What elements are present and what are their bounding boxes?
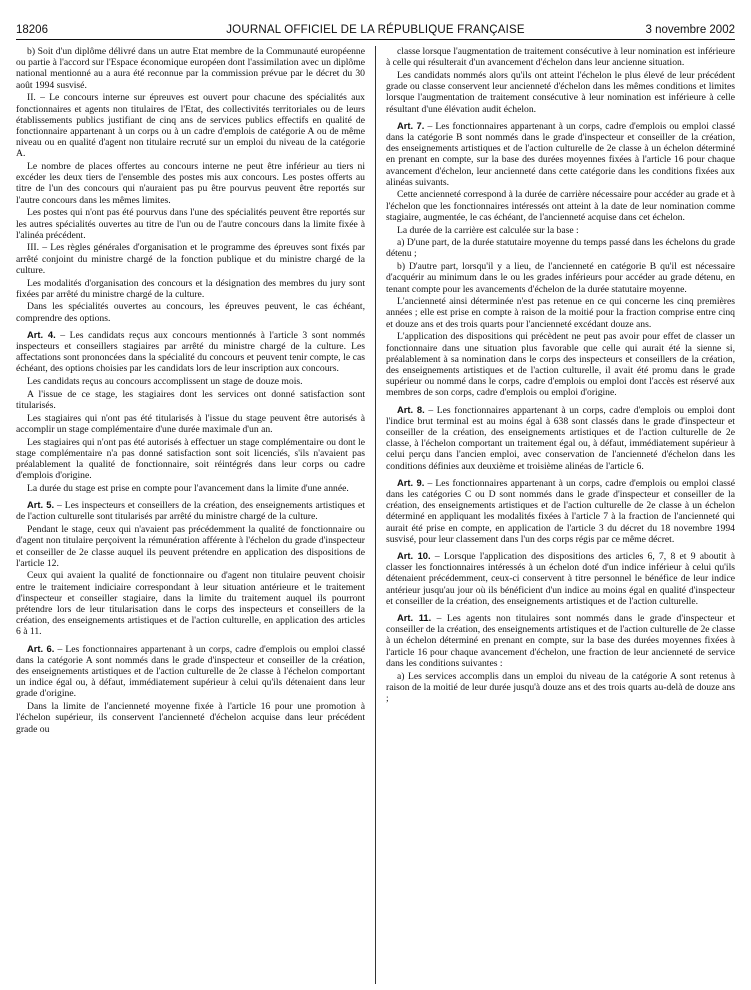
paragraph [16, 207, 365, 241]
paragraph-text: – Lorsque l'application des dispositions des articles 6, 7, 8 et 9 aboutit à classer les fonctionnaires intéressés à un échelon doté d'un indice inférieur à celui qu'ils détenaient précédemment, ceux-ci conservent à titre personnel le bénéfice de leur indice antérieur jusqu'au jour où ils bénéficient d'un indice au moins égal en qualité d'inspecteur et conseiller de la création, des enseignements artistiques et de l'action culturelle. [386, 551, 735, 607]
paragraph-text: – Les agents non titulaires sont nommés dans le grade d'inspecteur et conseiller de la création, des enseignements artistiques et de l'action culturelle de 2e classe à un échelon déterminé en prenant en compte, sur la base des durées moyennes fixées à l'article 16 pour chaque avancement d'échelon, une fraction de leur ancienneté de service dans les conditions suivantes : [386, 613, 735, 669]
paragraph [16, 161, 365, 206]
paragraph [16, 643, 365, 700]
paragraph-text: Les stagiaires qui n'ont pas été autorisés à effectuer un stage complémentaire ou dont le stage complémentaire n'a pas donné satisfaction sont soit licenciés, s'ils n'avaient pas préalablement la qualité de fonctionnaire, soit réintégrés dans leur corps ou cadre d'emplois d'origine. [16, 436, 365, 482]
left-column [16, 46, 365, 984]
paragraph [16, 46, 365, 91]
page-number: 18206 [16, 24, 48, 36]
paragraph-text: La durée du stage est prise en compte pour l'avancement dans la limite d'une année. [27, 483, 349, 495]
paragraph [386, 46, 735, 68]
paragraph [386, 120, 735, 188]
paragraph-text: – Les fonctionnaires appartenant à un corps, cadre d'emplois ou emploi classé dans la catégorie A sont nommés dans le grade d'inspecteur et conseiller de la création, des enseignements artistiques et de l'action culturelle de 2e classe à l'échelon comportant un indice égal ou, à défaut, immédiatement supérieur à celui qu'ils détenaient dans leur grade d'origine. [16, 643, 365, 700]
article-number: Art. 10. [397, 550, 431, 562]
paragraph [386, 296, 735, 330]
right-column [386, 46, 735, 984]
paragraph-text: a) D'une part, de la durée statutaire moyenne du temps passé dans les échelons du grade détenu ; [386, 237, 735, 260]
journal-title: JOURNAL OFFICIEL DE LA RÉPUBLIQUE FRANÇAISE [226, 24, 525, 36]
paragraph-text: Les candidats nommés alors qu'ils ont atteint l'échelon le plus élevé de leur précédent grade ou classe conservent leur ancienneté d'échelon dans les mêmes conditions et limites lorsque l'augmentation de traitement consécutive à leur nomination est inférieure à celle résultant d'une élévation audit échelon. [386, 69, 735, 115]
paragraph [386, 404, 735, 472]
paragraph [16, 389, 365, 411]
paragraph [16, 701, 365, 735]
paragraph [386, 477, 735, 545]
paragraph-text: Ceux qui avaient la qualité de fonctionnaire ou d'agent non titulaire peuvent choisir entre le traitement indiciaire correspondant à leur situation antérieure et le traitement d'inspecteur et conseiller stagiaire, dans la limite du traitement auquel ils pourront prétendre lors de leur titularisation dans le corps des inspecteurs et conseillers de la création, des enseignements artistiques et de l'action culturelle, en application des articles 6 à 11. [16, 570, 365, 638]
paragraph [386, 550, 735, 607]
paragraph-text: Les postes qui n'ont pas été pourvus dans l'une des spécialités peuvent être reportés sur les autres spécialités ouvertes au titre de l'un ou de l'autre concours dans la limite fixée à l'alinéa précédent. [16, 207, 365, 241]
paragraph-text: – Les fonctionnaires appartenant à un corps, cadre d'emplois ou emploi classé dans les catégories C ou D sont nommés dans le grade d'inspecteur et conseiller de la création, des enseignements artistiques et de l'action culturelle de 2e classe à un échelon déterminé en appliquant les modalités fixées à l'article 7 à la fraction de l'ancienneté qui aurait été prise en compte, en application de l'article 3 du décret du 18 novembre 1994 susvisé, pour leur classement dans l'un des corps régis par ce même décret. [386, 477, 735, 545]
paragraph-text: – Les inspecteurs et conseillers de la création, des enseignements artistiques et de l'action culturelle sont titularisés par arrêté du ministre chargé de la culture. [16, 500, 365, 523]
paragraph-text: Les stagiaires qui n'ont pas été titularisés à l'issue du stage peuvent être autorisés à accomplir un stage complémentaire d'une durée maximale d'un an. [16, 412, 365, 435]
article-number: Art. 7. [397, 119, 425, 131]
paragraph-text: A l'issue de ce stage, les stagiaires dont les services ont donné satisfaction sont titularisés. [16, 388, 365, 412]
paragraph [386, 261, 735, 295]
article-number: Art. 6. [27, 642, 55, 654]
paragraph-text: Cette ancienneté correspond à la durée de carrière nécessaire pour accéder au grade et à l'échelon que les fonctionnaires intéressés ont atteint à la date de leur nomination comme stagiaire, augmentée, le cas échéant, de l'ancienneté acquise dans cet échelon. [386, 189, 735, 223]
article-number: Art. 4. [27, 328, 56, 340]
page-header [16, 14, 735, 40]
paragraph [16, 92, 365, 159]
paragraph-text: a) Les services accomplis dans un emploi du niveau de la catégorie A sont retenus à raison de la moitié de leur durée jusqu'à douze ans et des trois quarts au-delà de douze ans ; [386, 670, 735, 704]
paragraph [386, 70, 735, 115]
paragraph [16, 413, 365, 435]
paragraph-text: II. – Le concours interne sur épreuves est ouvert pour chacune des spécialités aux fonctionnaires et agents non titulaires de l'Etat, des collectivités territoriales ou de leurs établissements publics justifiant de cinq ans de services publics effectifs en qualité de fonctionnaire appartenant à un corps ou à un cadre d'emplois de catégorie A ou de même niveau ou en qualité d'agent non titulaire recruté sur un emploi du niveau de la catégorie A. [16, 92, 365, 160]
paragraph [16, 376, 365, 387]
paragraph [386, 331, 735, 398]
paragraph [16, 329, 365, 375]
paragraph-text: Dans les spécialités ouvertes au concours, les épreuves peuvent, le cas échéant, comprendre des options. [16, 301, 365, 324]
paragraph-text: Pendant le stage, ceux qui n'avaient pas précédemment la qualité de fonctionnaire ou d'agent non titulaire perçoivent la rémunération afférente à l'échelon du grade d'inspecteur et conseiller de 2e classe auquel ils peuvent prétendre en application des dispositions de l'article 12. [16, 524, 365, 569]
paragraph [16, 524, 365, 569]
column-divider [375, 46, 376, 984]
paragraph [16, 278, 365, 300]
paragraph [386, 189, 735, 223]
article-number: Art. 11. [397, 612, 432, 624]
paragraph [16, 483, 365, 494]
article-number: Art. 9. [397, 476, 425, 488]
paragraph [386, 612, 735, 669]
article-number: Art. 8. [397, 403, 425, 415]
paragraph-text: – Les fonctionnaires appartenant à un corps, cadre d'emplois ou emploi classé dans la catégorie B sont nommés dans le grade d'inspecteur et conseiller de la création, des enseignements artistiques et de l'action culturelle de 2e classe à un échelon déterminé en prenant en compte, sur la base des durées moyennes fixées à l'article 16 pour chaque avancement d'échelon, leur ancienneté dans cette catégorie dans les conditions fixées aux alinéas suivants. [386, 120, 735, 188]
paragraph-text: Les modalités d'organisation des concours et la désignation des membres du jury sont fixées par arrêté du ministre chargé de la culture. [16, 277, 365, 300]
paragraph [16, 499, 365, 522]
paragraph-text: classe lorsque l'augmentation de traitement consécutive à leur nomination est inférieure à celle qui résulterait d'un avancement d'échelon dans leur ancienne situation. [386, 46, 735, 69]
paragraph-text: b) D'autre part, lorsqu'il y a lieu, de l'ancienneté en catégorie B qu'il est nécessaire d'acquérir au minimum dans le ou les grades inférieurs pour accéder au grade détenu, en tenant compte pour les avancements d'échelon de la durée statutaire moyenne. [386, 261, 735, 295]
paragraph [16, 301, 365, 323]
paragraph [386, 225, 735, 236]
paragraph [386, 671, 735, 705]
article-number: Art. 5. [27, 499, 55, 511]
paragraph-text: b) Soit d'un diplôme délivré dans un autre Etat membre de la Communauté européenne ou partie à l'accord sur l'Espace économique européen dont l'assimilation avec un diplôme national mentionné au a aura été reconnue par la commission prévue par le décret du 30 août 1994 susvisé. [16, 46, 365, 91]
paragraph [16, 437, 365, 482]
publication-date: 3 novembre 2002 [645, 24, 735, 36]
paragraph-text: La durée de la carrière est calculée sur la base : [397, 224, 579, 236]
paragraph [16, 570, 365, 637]
article-body [16, 46, 735, 984]
paragraph-text: L'ancienneté ainsi déterminée n'est pas retenue en ce qui concerne les cinq premières années ; elle est prise en compte à raison de la moitié pour la fraction comprise entre cinq et douze ans et des trois quarts pour l'ancienneté excédant douze ans. [386, 296, 735, 330]
paragraph [16, 242, 365, 276]
paragraph-text: L'application des dispositions qui précèdent ne peut pas avoir pour effet de classer un fonctionnaire dans une situation plus favorable que celle qui aurait été la sienne si, préalablement à sa nomination dans le corps des inspecteurs et conseillers de la création, des enseignements artistiques et de l'action culturelle, il avait été promu dans le grade supérieur ou nommé dans le corps, cadre d'emplois ou emploi dont l'accès est réservé aux membres de son corps, cadre d'emplois ou emploi d'origine. [386, 331, 735, 399]
paragraph [386, 237, 735, 259]
paragraph-text: – Les candidats reçus aux concours mentionnés à l'article 3 sont nommés inspecteurs et conseillers stagiaires par arrêté du ministre chargé de la culture. Les affectations sont prononcées dans la spécialité du concours et peuvent tenir compte, le cas échéant, des options choisies par les candidats lors de leur inscription aux concours. [16, 329, 365, 375]
paragraph-text: – Les fonctionnaires appartenant à un corps, cadre d'emplois ou emploi dont l'indice brut terminal est au moins égal à 638 sont classés dans le grade d'inspecteur et conseiller de la création, des enseignements artistiques et de l'action culturelle de 2e classe, à l'échelon comportant un traitement égal ou, à défaut, immédiatement supérieur à celui perçu dans l'ancien emploi, avec conservation de l'ancienneté d'échelon dans les conditions définies aux deuxième et troisième alinéas de l'article 6. [386, 404, 735, 472]
paragraph-text: Le nombre de places offertes au concours interne ne peut être inférieur au tiers ni excéder les deux tiers de l'ensemble des postes mis aux concours. Les postes offerts au titre de l'un des concours qui n'auraient pas pu être pourvus peuvent être reportés sur l'autre concours dans les mêmes limites. [16, 161, 365, 206]
paragraph-text: Dans la limite de l'ancienneté moyenne fixée à l'article 16 pour une promotion à l'échelon supérieur, ils conservent l'ancienneté d'échelon acquise dans leur précédent grade ou [16, 701, 365, 735]
paragraph-text: Les candidats reçus au concours accomplissent un stage de douze mois. [27, 376, 303, 388]
paragraph-text: III. – Les règles générales d'organisation et le programme des épreuves sont fixés par arrêté conjoint du ministre chargé de la fonction publique et du ministre chargé de la culture. [16, 242, 365, 276]
